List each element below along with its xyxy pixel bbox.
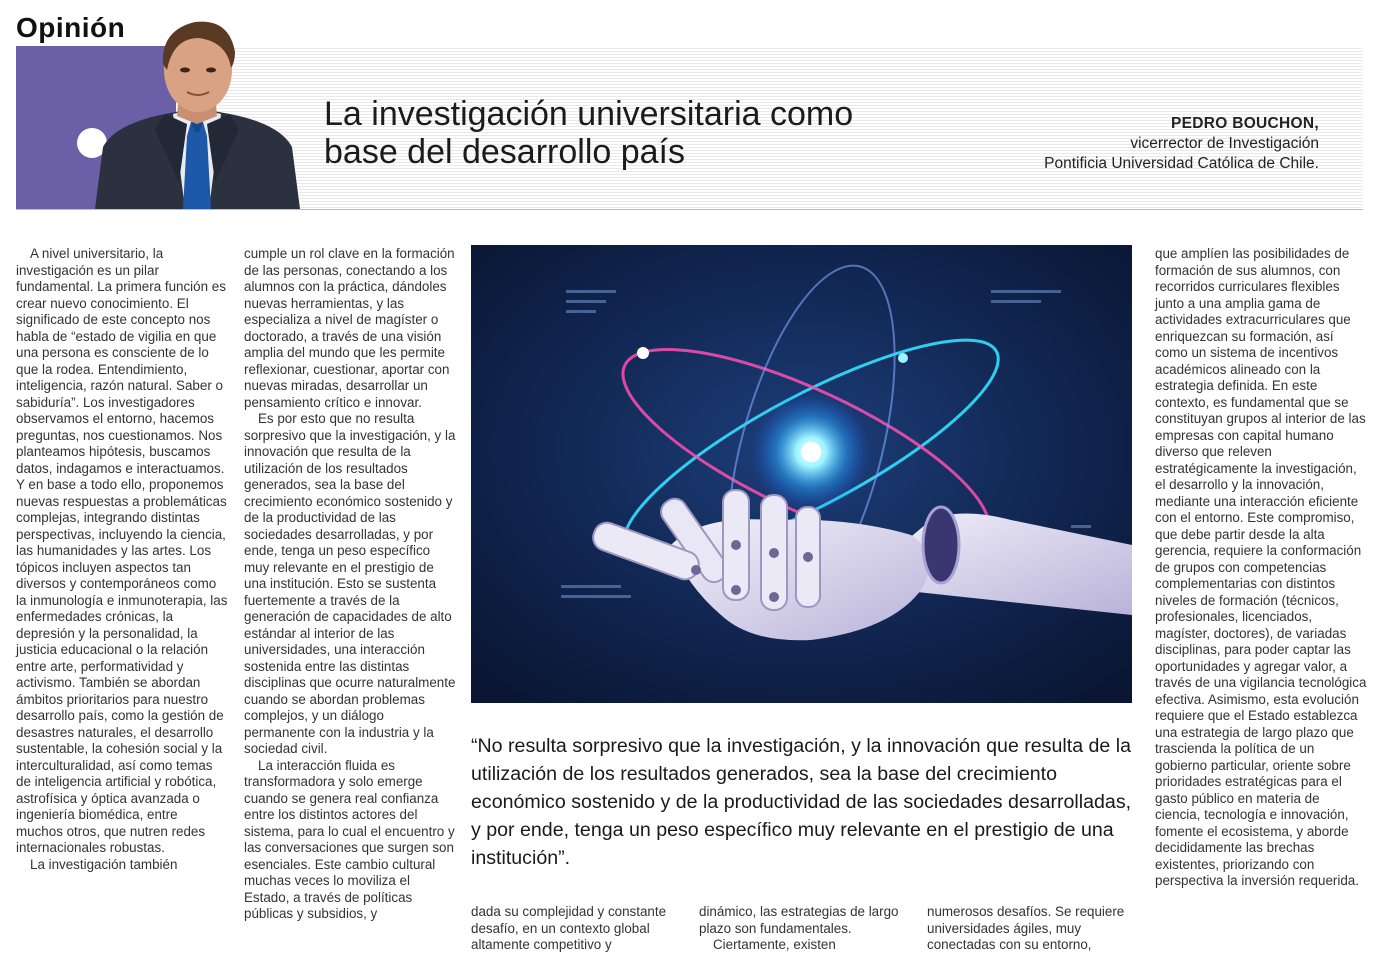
text-column-5 <box>927 904 1139 954</box>
paragraph: dada su complejidad y constante desafío, en un contexto global altamente competitivo y <box>471 904 667 952</box>
section-label: Opinión <box>16 12 126 43</box>
author-institution: Pontificia Universidad Católica de Chile. <box>1044 155 1319 172</box>
paragraph: Ciertamente, existen <box>713 937 836 952</box>
text-column-2 <box>244 246 456 923</box>
author-name: PEDRO BOUCHON, <box>1170 115 1319 132</box>
paragraph: La investigación también <box>30 856 178 872</box>
pull-quote: “No resulta sorpresivo que la investigación, y la innovación que resulta de la utilización de los resultados generados, sea la base del crecimiento económico sostenido y de la productividad de las sociedades desarrolladas, y por ende, tenga un peso específico muy relevante en el prestigio de una institución”. <box>471 735 1132 869</box>
text-column-6 <box>1155 246 1367 890</box>
article-headline <box>324 95 964 171</box>
text-column-1 <box>16 246 228 873</box>
paragraph: La interacción fluida es transformadora y solo emerge cuando se genera real confianza entre los distintos actores del sistema, para lo cual el encuentro y las conversaciones que surgen son esenciales. Este cambio cultural muchas veces lo moviliza el Estado, a través de políticas públicas y subsidios, y <box>244 757 455 921</box>
paragraph: numerosos desafíos. Se requiere universidades ágiles, muy conectadas con su entorno, <box>927 904 1125 952</box>
paragraph: que amplíen las posibilidades de formación de sus alumnos, con recorridos curriculares flexibles junto a una amplia gama de actividades extracurriculares que enriquezcan su formación, así como un sistema de incentivos académicos alineado con la estrategia definida. En este contexto, es fundamental que se constituyan grupos al interior de las empresas con capital humano diverso que releven estratégicamente la investigación, el desarrollo y la innovación, mediante una interacción eficiente con el entorno. Este compromiso, que debe partir desde la alta gerencia, requiere la conformación de grupos con competencias complementarias con distintos niveles de formación (técnicos, profesionales, licenciados, magíster, doctores), de variadas disciplinas, para poder captar las oportunidades y agregar valor, a través de una vigilancia tecnológica efectiva. Asimismo, esta evolución requiere que el Estado establezca una estrategia de largo plazo que trascienda la política de un gobierno particular, oriente sobre prioridades estratégicas para el gasto público en materia de ciencia, tecnología e innovación, fomente el ecosistema, y aborde decididamente las brechas existentes, priorizando con perspectiva la inversión requerida. <box>1155 246 1367 888</box>
paragraph: Es por esto que no resulta sorpresivo que la investigación, y la innovación que resulta de la utilización de los resultados generados, sea la base del crecimiento económico sostenido y de la productividad de las sociedades desarrolladas, y por ende, tenga un peso específico muy relevante en el prestigio de una institución. Esto se sustenta fuertemente a través de la generación de capacidades de alto estándar al interior de las universidades, una interacción sostenida entre las distintas disciplinas que ocurre naturalmente cuando se abordan problemas complejos, y un diálogo permanente con la industria y la sociedad civil. <box>244 411 456 756</box>
paragraph: dinámico, las estrategias de largo plazo son fundamentales. <box>699 904 899 936</box>
headline-line-2: base del desarrollo país <box>324 133 686 171</box>
text-column-3 <box>471 904 683 954</box>
headline-line-1: La investigación universitaria como <box>324 95 854 133</box>
paragraph: cumple un rol clave en la formación de las personas, conectando a los alumnos con la práctica, dándoles nuevas herramientas, y las especializa a nivel de magíster o doctorado, a través de una visión amplia del mundo que les permite reflexionar, cuestionar, aportar con nuevas miradas, desarrollar un pensamiento crítico e innovar. <box>244 246 455 410</box>
paragraph: A nivel universitario, la investigación es un pilar fundamental. La primera función es crear nuevo conocimiento. El significado de este concepto nos habla de “estado de vigilia en que una persona es consciente de lo que la rodea. Entendimiento, inteligencia, razón natural. Saber o sabiduría”. Los investigadores observamos el entorno, hacemos preguntas, nos cuestionamos. Nos planteamos hipótesis, buscamos datos, indagamos e interactuamos. Y en base a todo ello, proponemos nuevas respuestas a problemáticas complejas, integrando distintas perspectivas, incluyendo la ciencia, las humanidades y las artes. Los tópicos incluyen aspectos tan diversos y contemporáneos como la inmunología e inmunoterapia, las enfermedades crónicas, la depresión y la personalidad, la justicia educacional o la relación entre arte, performatividad y activismo. También se abordan ámbitos prioritarios para nuestro desarrollo país, como la gestión de desastres naturales, el desarrollo sustentable, la cohesión social y la interculturalidad, así como temas de inteligencia artificial y robótica, astrofísica y óptica avanzada o ingeniería biomédica, entre muchos otros, que nutren redes internacionales robustas. <box>16 246 228 855</box>
robot-hand-atom-illustration <box>471 245 1132 703</box>
text-column-4 <box>699 904 911 954</box>
author-photo <box>95 12 300 209</box>
author-byline <box>1044 114 1319 174</box>
author-role: vicerrector de Investigación <box>1130 135 1319 152</box>
